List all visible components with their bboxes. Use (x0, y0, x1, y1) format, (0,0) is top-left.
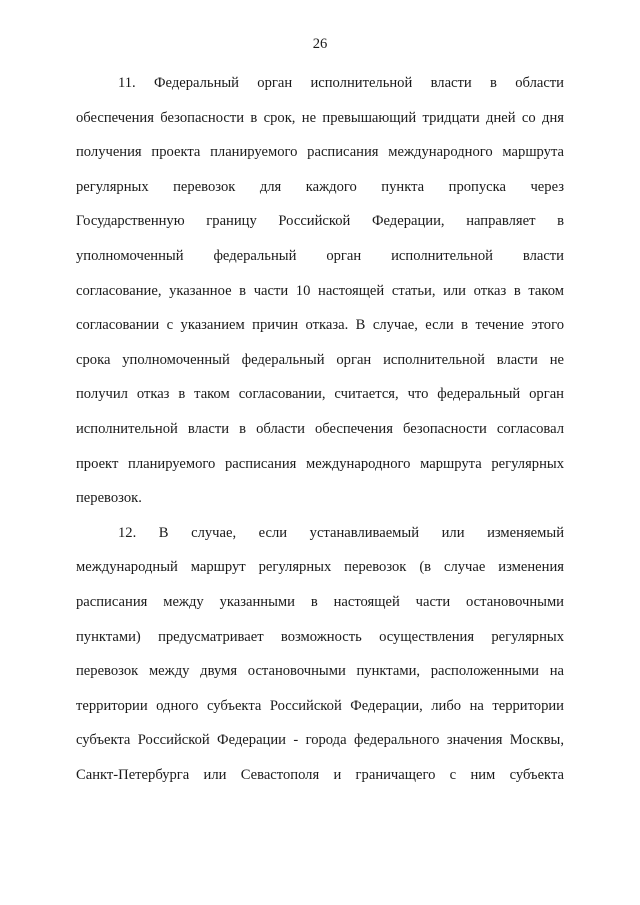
text-line: субъекта Российской Федерации - города федерального значения Москвы, (76, 732, 564, 749)
text-line: Государственную границу Российской Федерации, направляет в (76, 213, 564, 230)
text-line: согласование, указанное в части 10 настоящей статьи, или отказ в таком (76, 282, 564, 299)
text-line: получил отказ в таком согласовании, считается, что федеральный орган (76, 386, 564, 403)
page-number: 26 (312, 36, 328, 52)
text-line: пунктами) предусматривает возможность осуществления регулярных (76, 628, 564, 645)
text-line: расписания между указанными в настоящей части остановочными (76, 594, 564, 610)
text-line: Санкт-Петербурга или Севастополя и граничащего с ним субъекта (76, 767, 564, 783)
text-line: регулярных перевозок для каждого пункта пропуска через (76, 178, 564, 195)
text-line: перевозок между двумя остановочными пунктами, расположенными на (76, 663, 564, 680)
paragraph-first-line: 11. Федеральный орган исполнительной власти в области (118, 75, 564, 91)
text-line: проект планируемого расписания международного маршрута регулярных (76, 455, 564, 472)
text-line: перевозок. (76, 490, 142, 507)
text-line: уполномоченный федеральный орган исполнительной власти (76, 248, 564, 264)
text-line: исполнительной власти в области обеспечения безопасности согласовал (76, 421, 564, 437)
text-line: обеспечения безопасности в срок, не превышающий тридцати дней со дня (76, 109, 564, 126)
text-line: согласовании с указанием причин отказа. В случае, если в течение этого (76, 317, 564, 334)
text-line: территории одного субъекта Российской Федерации, либо на территории (76, 697, 564, 714)
paragraph-first-line: 12. В случае, если устанавливаемый или изменяемый (118, 524, 564, 541)
text-line: срока уполномоченный федеральный орган исполнительной власти не (76, 351, 564, 368)
text-line: международный маршрут регулярных перевозок (в случае изменения (76, 559, 564, 576)
text-line: получения проекта планируемого расписания международного маршрута (76, 144, 564, 161)
